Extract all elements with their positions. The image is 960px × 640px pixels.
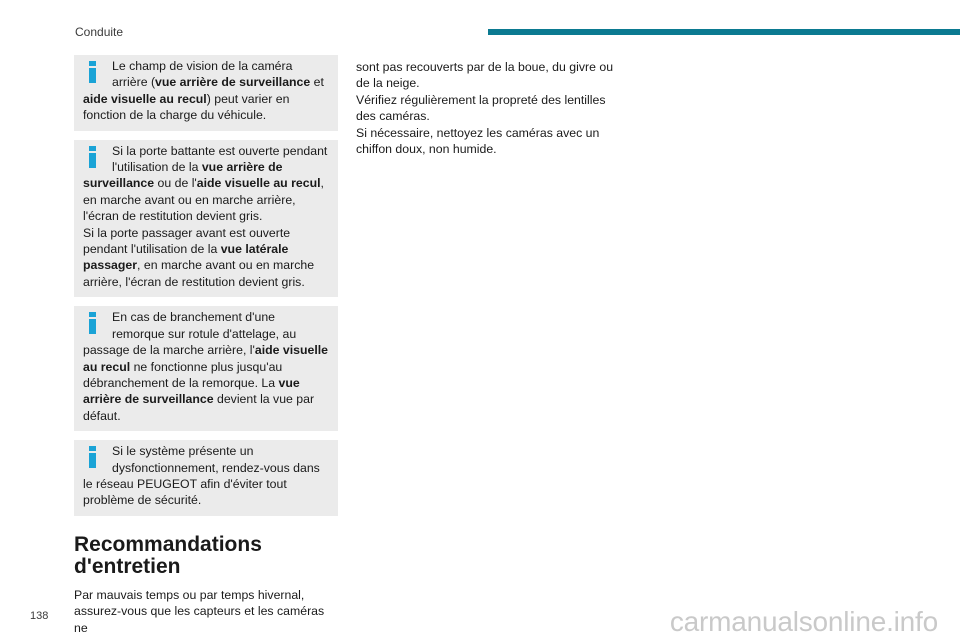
text-run: Le champ de vision de la caméra arrière (	[112, 59, 293, 90]
section-header: Conduite	[75, 25, 124, 39]
info-icon	[89, 312, 96, 334]
info-icon	[89, 146, 96, 168]
text-run: ou de l'	[154, 176, 197, 191]
info-text	[83, 143, 330, 291]
info-text	[83, 443, 330, 509]
info-box-malfunction	[74, 440, 338, 516]
info-text	[83, 58, 330, 124]
right-line-1: sont pas recouverts par de la boue, du givre ou de la neige.	[356, 60, 614, 91]
info-text	[83, 309, 330, 424]
watermark: carmanualsonline.info	[669, 606, 938, 637]
text-run: Si la porte battante est ouverte pendant l'utilisation de la	[112, 143, 328, 175]
text-run: , en marche avant ou en marche arrière, l'écran de restitution devient gris.	[83, 176, 324, 224]
text-run: Si la porte passager avant est ouverte pendant l'utilisation de la	[83, 225, 291, 257]
left-column	[74, 55, 338, 636]
text-run: ) peut varier en fonction de la charge du véhicule.	[83, 91, 290, 123]
bold-term: aide visuelle au recul	[196, 176, 321, 191]
text-run: et	[310, 75, 324, 90]
text-run: devient la vue par défaut.	[83, 392, 315, 423]
right-line-2: Vérifiez régulièrement la propreté des lentilles des caméras.	[356, 92, 606, 124]
bold-term: aide visuelle au recul	[83, 343, 328, 374]
text-run: ne fonctionne plus jusqu'au débranchement de la remorque. La	[83, 359, 283, 390]
info-box-camera-field	[74, 55, 338, 131]
header-accent-bar	[488, 29, 960, 35]
maintenance-heading: Recommandations d'entretien	[74, 532, 262, 578]
bold-term: vue arrière de surveillance	[155, 75, 311, 90]
right-line-3: Si nécessaire, nettoyez les caméras avec un chiffon doux, non humide.	[356, 125, 600, 157]
text-run: Si le système présente un dysfonctionnement, rendez-vous dans le réseau PEUGEOT afin d'éviter tout problème de sécurité.	[83, 444, 320, 508]
bold-term: vue latérale passager	[83, 242, 289, 273]
info-icon	[89, 61, 96, 83]
text-run: En cas de branchement d'une remorque sur rotule d'attelage, au passage de la marche arrière, l'	[83, 310, 297, 358]
info-icon	[89, 446, 96, 468]
text-run: , en marche avant ou en marche arrière, l'écran de restitution devient gris.	[83, 258, 315, 289]
right-column	[356, 59, 620, 157]
info-box-trailer	[74, 306, 338, 431]
page-number: 138	[30, 610, 49, 622]
bold-term: vue arrière de surveillance	[83, 375, 300, 407]
info-box-open-door	[74, 140, 338, 298]
bold-term: aide visuelle au recul	[83, 91, 207, 106]
bold-term: vue arrière de surveillance	[83, 160, 283, 191]
maintenance-intro: Par mauvais temps ou par temps hivernal, assurez-vous que les capteurs et les caméras ne	[74, 587, 325, 635]
